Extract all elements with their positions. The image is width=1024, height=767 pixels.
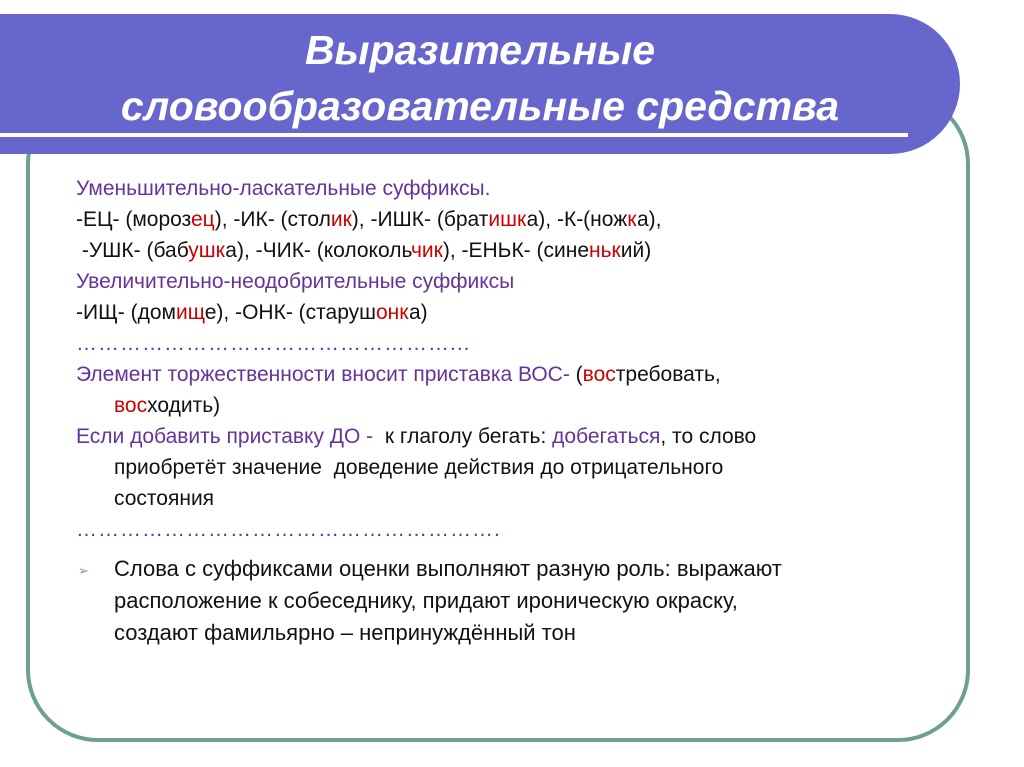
text-segment: Если добавить приставку ДО -	[76, 425, 380, 448]
suffix-highlight: ньк	[589, 239, 621, 262]
prefix-do-line-3: состояния	[114, 487, 215, 510]
suffix-highlight: к	[627, 208, 637, 231]
text-segment: ), -ИК- (стол	[214, 208, 331, 231]
slide-title	[0, 22, 960, 134]
text-segment: ), -ИШК- (брат	[351, 208, 489, 231]
text-segment: ), -ЕНЬК- (сине	[442, 239, 590, 262]
prefix-do-line-2: приобретёт значение доведение действия до отрицательного	[114, 456, 724, 479]
text-segment: а)	[408, 301, 428, 324]
bullet-line-1: Слова с суффиксами оценки выполняют разную роль: выражают	[114, 556, 782, 581]
dotted-separator: ……………………………………………...	[76, 332, 471, 355]
text-segment: -ИЩ- (дом	[76, 301, 176, 324]
bullet-line-3: создают фамильярно – непринуждённый тон	[114, 620, 576, 645]
text-segment: а), -К-(нож	[526, 208, 628, 231]
text-segment: -УШК- (баб	[76, 239, 189, 262]
suffix-highlight: чик	[410, 239, 443, 262]
bullet-item	[76, 553, 946, 649]
suffix-highlight: ишк	[488, 208, 527, 231]
diminutive-examples-1	[76, 204, 946, 235]
verb-highlight: добегаться	[552, 425, 661, 448]
dotted-separator: ………………………………………………….	[76, 518, 501, 541]
text-segment: а),	[636, 208, 662, 231]
text-segment: а), -ЧИК- (колоколь	[225, 239, 411, 262]
text-segment: (	[575, 363, 583, 386]
suffix-highlight: ик	[330, 208, 352, 231]
text-segment: ходить)	[147, 394, 221, 417]
prefix-do-line-1	[76, 421, 946, 452]
diminutive-heading: Уменьшительно-ласкательные суффиксы.	[76, 177, 491, 200]
augmentative-heading: Увеличительно-неодобрительные суффиксы	[76, 270, 515, 293]
text-segment: требовать,	[615, 363, 721, 386]
solemnity-line-2	[76, 390, 946, 421]
slide-content	[76, 173, 946, 649]
prefix-highlight: вос	[582, 363, 616, 386]
suffix-highlight: ушк	[188, 239, 226, 262]
suffix-highlight: ец	[191, 208, 215, 231]
suffix-highlight: онк	[376, 301, 409, 324]
text-segment: -ЕЦ- (мороз	[76, 208, 191, 231]
title-line-1: Выразительные	[304, 27, 656, 73]
text-segment: к глаголу бегать:	[379, 425, 553, 448]
diminutive-examples-2	[76, 235, 946, 266]
augmentative-examples	[76, 297, 946, 328]
text-segment: ий)	[620, 239, 652, 262]
solemnity-line-1	[76, 359, 946, 390]
triangle-bullet-icon: ➢	[78, 563, 89, 578]
suffix-highlight: ищ	[175, 301, 205, 324]
bullet-line-2: расположение к собеседнику, придают ироническую окраску,	[114, 588, 738, 613]
text-segment: , то слово	[660, 425, 757, 448]
text-segment: е), -ОНК- (старуш	[204, 301, 376, 324]
text-segment: Элемент торжественности вносит приставка ВОС-	[76, 363, 576, 386]
title-line-2: словообразовательные средства	[120, 83, 840, 129]
prefix-highlight: вос	[114, 394, 148, 417]
